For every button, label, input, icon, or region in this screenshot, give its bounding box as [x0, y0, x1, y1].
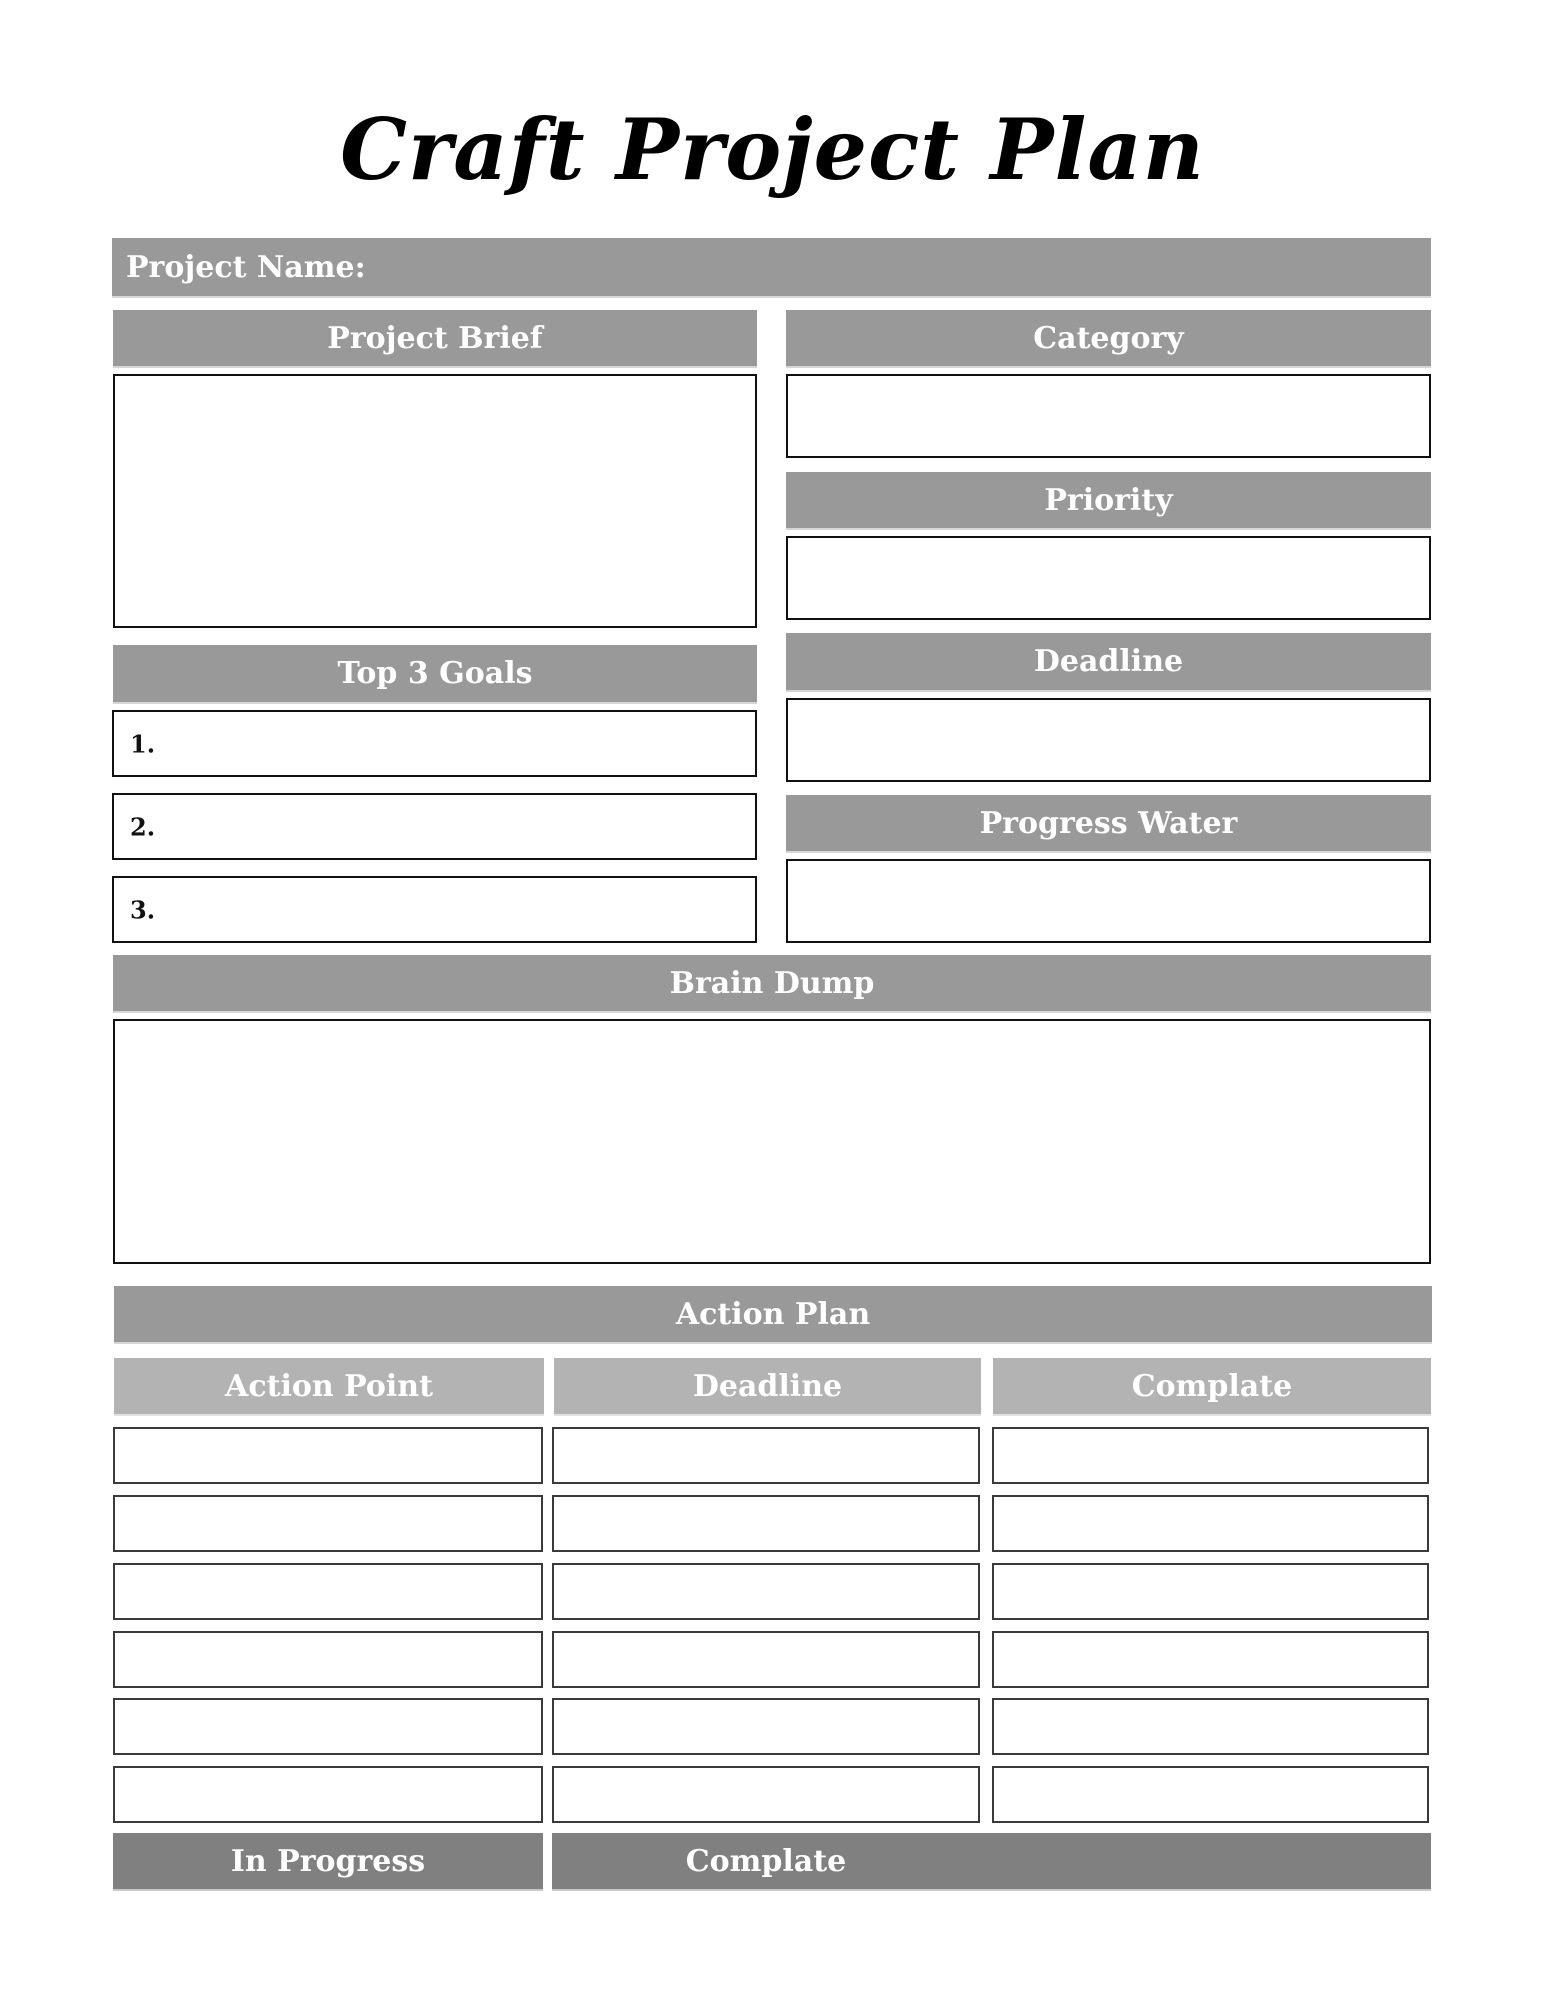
project-brief-header [113, 310, 757, 368]
goal-number: 1. [130, 729, 156, 758]
progress-input[interactable] [786, 859, 1431, 943]
project-brief-input[interactable] [113, 374, 757, 628]
deadline-cell[interactable] [552, 1427, 980, 1484]
deadline-cell[interactable] [552, 1766, 980, 1823]
progress-label: Progress Water [979, 805, 1238, 841]
project-brief-label: Project Brief [327, 320, 543, 356]
complete-cell[interactable] [992, 1631, 1429, 1688]
category-input[interactable] [786, 374, 1431, 458]
deadline-cell[interactable] [552, 1631, 980, 1688]
goal-number: 2. [130, 812, 156, 841]
complete-cell[interactable] [992, 1495, 1429, 1552]
priority-label: Priority [1044, 482, 1173, 518]
in-progress-label: In Progress [230, 1843, 426, 1879]
progress-header [786, 795, 1431, 853]
complete-cell[interactable] [992, 1563, 1429, 1620]
complete-label: Complate [685, 1843, 847, 1879]
priority-header [786, 472, 1431, 530]
in-progress-bar [113, 1833, 543, 1891]
category-label: Category [1033, 320, 1184, 356]
deadline-label: Deadline [1033, 644, 1184, 679]
deadline-cell[interactable] [552, 1698, 980, 1755]
brain-dump-input[interactable] [113, 1019, 1431, 1264]
project-name-field[interactable] [112, 238, 1431, 298]
page-title: Craft Project Plan [340, 100, 1205, 199]
action-point-cell[interactable] [113, 1698, 543, 1755]
deadline-header [786, 633, 1431, 692]
complete-cell[interactable] [992, 1698, 1429, 1755]
deadline-input[interactable] [786, 698, 1431, 782]
category-header [786, 310, 1431, 368]
action-plan-header [114, 1286, 1432, 1344]
deadline-cell[interactable] [552, 1563, 980, 1620]
brain-dump-header [113, 955, 1431, 1013]
brain-dump-label: Brain Dump [669, 965, 875, 1001]
project-name-label: Project Name: [126, 249, 366, 285]
column-header-label: Deadline [692, 1368, 843, 1404]
deadline-cell[interactable] [552, 1495, 980, 1552]
action-point-cell[interactable] [113, 1495, 543, 1552]
goal-2-input[interactable] [112, 793, 757, 860]
goal-number: 3. [130, 895, 156, 924]
action-point-cell[interactable] [113, 1766, 543, 1823]
column-header-deadline [554, 1358, 981, 1416]
column-header-complete [993, 1358, 1431, 1416]
top-goals-header [113, 645, 757, 704]
column-header-label: Action Point [225, 1368, 433, 1404]
column-header-action-point [114, 1358, 544, 1416]
priority-input[interactable] [786, 536, 1431, 620]
top-goals-label: Top 3 Goals [337, 656, 533, 691]
goal-3-input[interactable] [112, 876, 757, 943]
complete-cell[interactable] [992, 1766, 1429, 1823]
complete-cell[interactable] [992, 1427, 1429, 1484]
action-plan-label: Action Plan [675, 1296, 871, 1332]
goal-1-input[interactable] [112, 710, 757, 777]
action-point-cell[interactable] [113, 1631, 543, 1688]
action-point-cell[interactable] [113, 1427, 543, 1484]
action-point-cell[interactable] [113, 1563, 543, 1620]
column-header-label: Complate [1131, 1368, 1293, 1404]
complete-bar [552, 1833, 1431, 1891]
